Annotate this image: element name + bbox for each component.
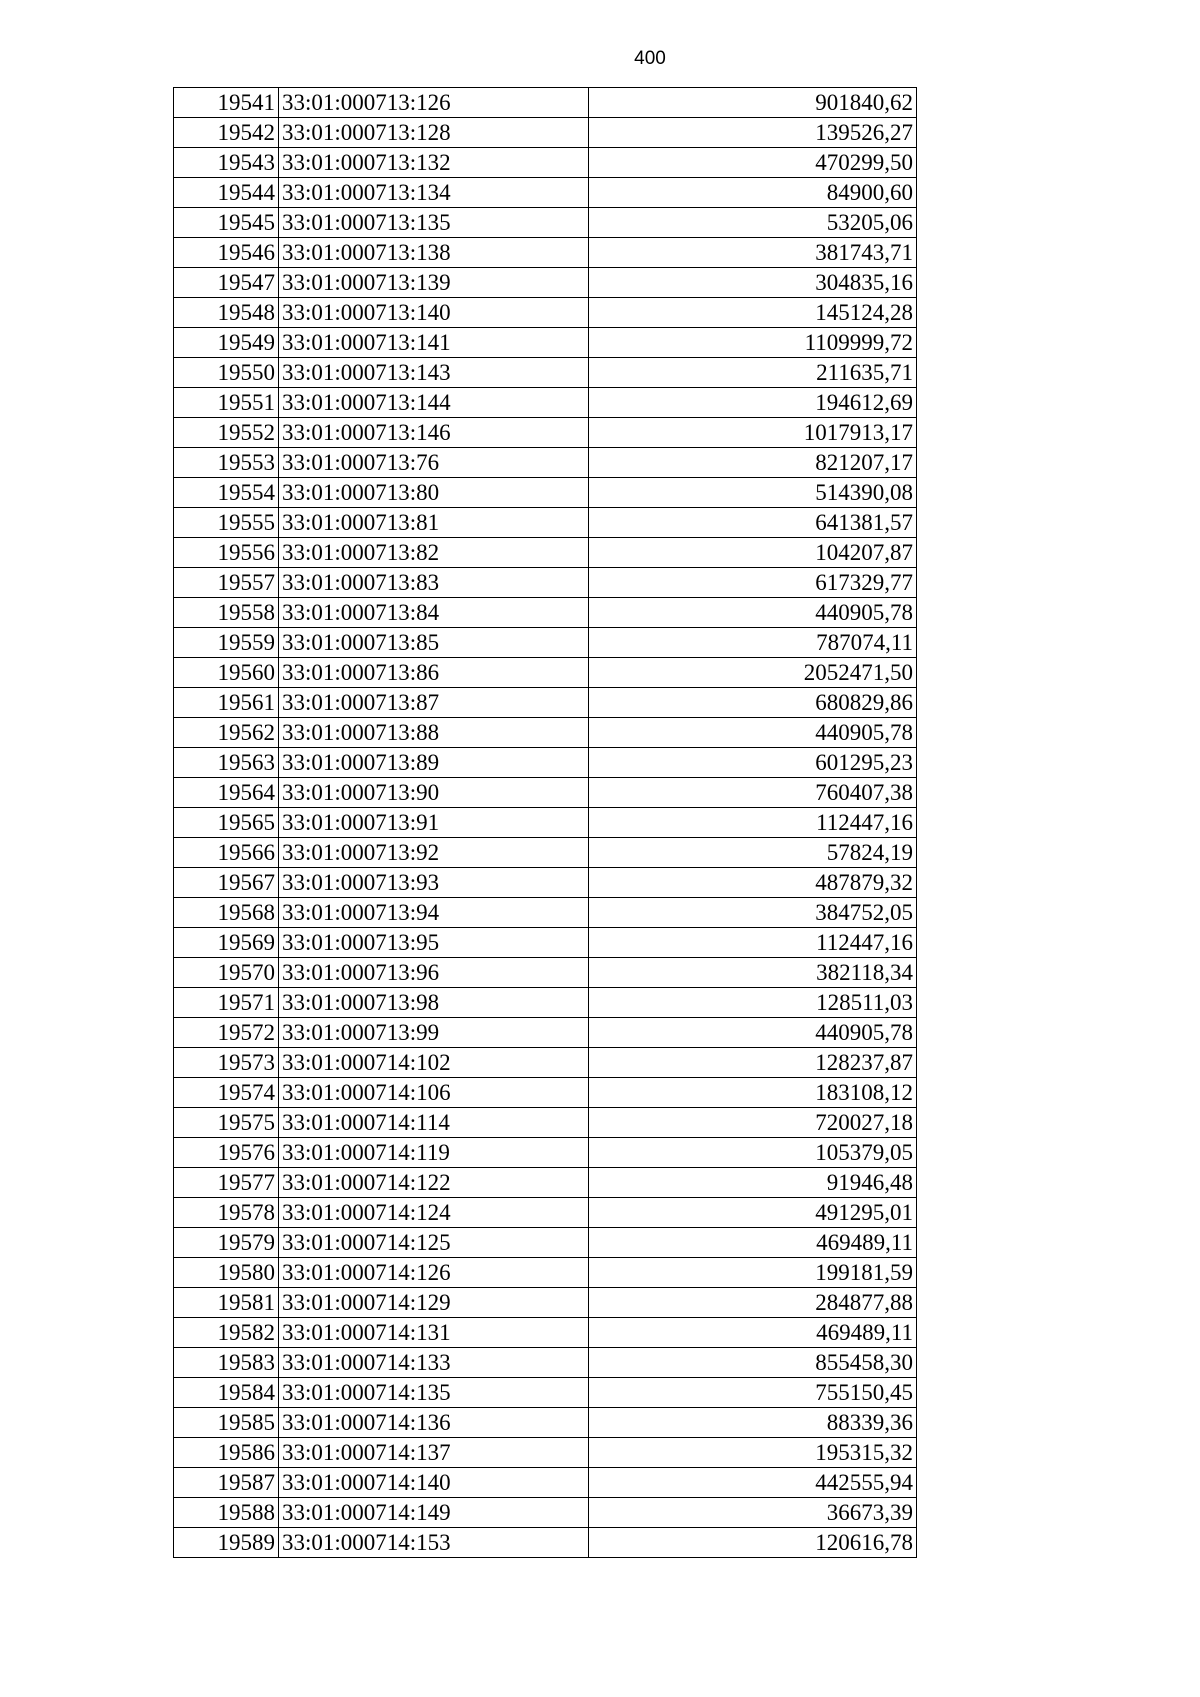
page-number: 400 bbox=[634, 48, 666, 69]
cadastral-value-cell: 491295,01 bbox=[589, 1198, 917, 1228]
table-row bbox=[174, 1228, 917, 1258]
table-row bbox=[174, 1048, 917, 1078]
cadastral-value-cell: 284877,88 bbox=[589, 1288, 917, 1318]
table-row bbox=[174, 1378, 917, 1408]
table-row bbox=[174, 418, 917, 448]
cadastral-value-cell: 382118,34 bbox=[589, 958, 917, 988]
cadastral-value-cell: 84900,60 bbox=[589, 178, 917, 208]
table-row bbox=[174, 1258, 917, 1288]
cadastral-number-cell: 33:01:000713:93 bbox=[279, 868, 589, 898]
table-row bbox=[174, 628, 917, 658]
table-row bbox=[174, 268, 917, 298]
row-number-cell: 19588 bbox=[174, 1498, 279, 1528]
row-number-cell: 19560 bbox=[174, 658, 279, 688]
cadastral-number-cell: 33:01:000713:96 bbox=[279, 958, 589, 988]
table-row bbox=[174, 88, 917, 118]
row-number-cell: 19570 bbox=[174, 958, 279, 988]
row-number-cell: 19583 bbox=[174, 1348, 279, 1378]
table-row bbox=[174, 868, 917, 898]
cadastral-number-cell: 33:01:000713:138 bbox=[279, 238, 589, 268]
row-number-cell: 19572 bbox=[174, 1018, 279, 1048]
row-number-cell: 19558 bbox=[174, 598, 279, 628]
table-row bbox=[174, 208, 917, 238]
cadastral-number-cell: 33:01:000714:106 bbox=[279, 1078, 589, 1108]
table-row bbox=[174, 1348, 917, 1378]
table-row bbox=[174, 1438, 917, 1468]
cadastral-number-cell: 33:01:000714:114 bbox=[279, 1108, 589, 1138]
table-row bbox=[174, 298, 917, 328]
cadastral-value-cell: 440905,78 bbox=[589, 1018, 917, 1048]
cadastral-number-cell: 33:01:000714:153 bbox=[279, 1528, 589, 1558]
cadastral-number-cell: 33:01:000713:88 bbox=[279, 718, 589, 748]
table-row bbox=[174, 1318, 917, 1348]
cadastral-number-cell: 33:01:000713:91 bbox=[279, 808, 589, 838]
cadastral-number-cell: 33:01:000713:144 bbox=[279, 388, 589, 418]
cadastral-number-cell: 33:01:000714:137 bbox=[279, 1438, 589, 1468]
row-number-cell: 19575 bbox=[174, 1108, 279, 1138]
cadastral-number-cell: 33:01:000713:90 bbox=[279, 778, 589, 808]
row-number-cell: 19556 bbox=[174, 538, 279, 568]
row-number-cell: 19562 bbox=[174, 718, 279, 748]
cadastral-number-cell: 33:01:000714:131 bbox=[279, 1318, 589, 1348]
cadastral-number-cell: 33:01:000713:87 bbox=[279, 688, 589, 718]
row-number-cell: 19557 bbox=[174, 568, 279, 598]
cadastral-value-cell: 53205,06 bbox=[589, 208, 917, 238]
cadastral-value-cell: 145124,28 bbox=[589, 298, 917, 328]
table-row bbox=[174, 568, 917, 598]
cadastral-number-cell: 33:01:000714:135 bbox=[279, 1378, 589, 1408]
cadastral-value-cell: 680829,86 bbox=[589, 688, 917, 718]
cadastral-number-cell: 33:01:000713:76 bbox=[279, 448, 589, 478]
row-number-cell: 19550 bbox=[174, 358, 279, 388]
table-row bbox=[174, 1168, 917, 1198]
row-number-cell: 19564 bbox=[174, 778, 279, 808]
row-number-cell: 19580 bbox=[174, 1258, 279, 1288]
cadastral-number-cell: 33:01:000713:146 bbox=[279, 418, 589, 448]
cadastral-value-cell: 105379,05 bbox=[589, 1138, 917, 1168]
cadastral-number-cell: 33:01:000713:128 bbox=[279, 118, 589, 148]
cadastral-number-cell: 33:01:000713:86 bbox=[279, 658, 589, 688]
row-number-cell: 19578 bbox=[174, 1198, 279, 1228]
cadastral-number-cell: 33:01:000713:84 bbox=[279, 598, 589, 628]
cadastral-value-cell: 304835,16 bbox=[589, 268, 917, 298]
cadastral-value-cell: 36673,39 bbox=[589, 1498, 917, 1528]
cadastral-value-cell: 440905,78 bbox=[589, 718, 917, 748]
table-row bbox=[174, 1018, 917, 1048]
table-row bbox=[174, 1528, 917, 1558]
row-number-cell: 19565 bbox=[174, 808, 279, 838]
row-number-cell: 19579 bbox=[174, 1228, 279, 1258]
cadastral-value-cell: 211635,71 bbox=[589, 358, 917, 388]
cadastral-value-cell: 2052471,50 bbox=[589, 658, 917, 688]
row-number-cell: 19559 bbox=[174, 628, 279, 658]
cadastral-number-cell: 33:01:000713:99 bbox=[279, 1018, 589, 1048]
cadastral-number-cell: 33:01:000713:80 bbox=[279, 478, 589, 508]
row-number-cell: 19571 bbox=[174, 988, 279, 1018]
cadastral-value-cell: 112447,16 bbox=[589, 808, 917, 838]
cadastral-value-cell: 1017913,17 bbox=[589, 418, 917, 448]
cadastral-value-cell: 641381,57 bbox=[589, 508, 917, 538]
cadastral-number-cell: 33:01:000713:139 bbox=[279, 268, 589, 298]
table-row bbox=[174, 688, 917, 718]
table-row bbox=[174, 898, 917, 928]
cadastral-value-cell: 601295,23 bbox=[589, 748, 917, 778]
cadastral-value-cell: 128237,87 bbox=[589, 1048, 917, 1078]
table-row bbox=[174, 1078, 917, 1108]
table-body bbox=[174, 88, 917, 1558]
cadastral-value-cell: 104207,87 bbox=[589, 538, 917, 568]
cadastral-number-cell: 33:01:000713:83 bbox=[279, 568, 589, 598]
cadastral-value-cell: 91946,48 bbox=[589, 1168, 917, 1198]
cadastral-value-cell: 139526,27 bbox=[589, 118, 917, 148]
cadastral-value-cell: 384752,05 bbox=[589, 898, 917, 928]
cadastral-number-cell: 33:01:000713:126 bbox=[279, 88, 589, 118]
cadastral-value-cell: 194612,69 bbox=[589, 388, 917, 418]
table-row bbox=[174, 448, 917, 478]
row-number-cell: 19563 bbox=[174, 748, 279, 778]
table-row bbox=[174, 118, 917, 148]
row-number-cell: 19584 bbox=[174, 1378, 279, 1408]
cadastral-value-cell: 440905,78 bbox=[589, 598, 917, 628]
table-row bbox=[174, 598, 917, 628]
cadastral-number-cell: 33:01:000713:134 bbox=[279, 178, 589, 208]
cadastral-number-cell: 33:01:000713:92 bbox=[279, 838, 589, 868]
cadastral-value-cell: 112447,16 bbox=[589, 928, 917, 958]
table-row bbox=[174, 178, 917, 208]
table-row bbox=[174, 928, 917, 958]
cadastral-value-cell: 183108,12 bbox=[589, 1078, 917, 1108]
table-row bbox=[174, 238, 917, 268]
cadastral-value-cell: 487879,32 bbox=[589, 868, 917, 898]
row-number-cell: 19567 bbox=[174, 868, 279, 898]
cadastral-number-cell: 33:01:000713:140 bbox=[279, 298, 589, 328]
table-row bbox=[174, 148, 917, 178]
row-number-cell: 19577 bbox=[174, 1168, 279, 1198]
cadastral-number-cell: 33:01:000714:126 bbox=[279, 1258, 589, 1288]
row-number-cell: 19548 bbox=[174, 298, 279, 328]
row-number-cell: 19569 bbox=[174, 928, 279, 958]
cadastral-number-cell: 33:01:000714:119 bbox=[279, 1138, 589, 1168]
table-row bbox=[174, 508, 917, 538]
cadastral-value-cell: 195315,32 bbox=[589, 1438, 917, 1468]
cadastral-value-cell: 787074,11 bbox=[589, 628, 917, 658]
table-row bbox=[174, 1408, 917, 1438]
table-row bbox=[174, 778, 917, 808]
cadastral-number-cell: 33:01:000713:82 bbox=[279, 538, 589, 568]
cadastral-number-cell: 33:01:000714:129 bbox=[279, 1288, 589, 1318]
cadastral-number-cell: 33:01:000713:98 bbox=[279, 988, 589, 1018]
cadastral-value-cell: 199181,59 bbox=[589, 1258, 917, 1288]
table-row bbox=[174, 958, 917, 988]
row-number-cell: 19582 bbox=[174, 1318, 279, 1348]
cadastral-value-cell: 469489,11 bbox=[589, 1318, 917, 1348]
row-number-cell: 19573 bbox=[174, 1048, 279, 1078]
table-row bbox=[174, 1198, 917, 1228]
cadastral-number-cell: 33:01:000713:85 bbox=[279, 628, 589, 658]
cadastral-value-cell: 901840,62 bbox=[589, 88, 917, 118]
row-number-cell: 19553 bbox=[174, 448, 279, 478]
cadastral-number-cell: 33:01:000714:122 bbox=[279, 1168, 589, 1198]
table-row bbox=[174, 718, 917, 748]
cadastral-number-cell: 33:01:000713:89 bbox=[279, 748, 589, 778]
cadastral-number-cell: 33:01:000713:132 bbox=[279, 148, 589, 178]
cadastral-value-table bbox=[173, 87, 917, 1558]
row-number-cell: 19543 bbox=[174, 148, 279, 178]
row-number-cell: 19581 bbox=[174, 1288, 279, 1318]
row-number-cell: 19552 bbox=[174, 418, 279, 448]
cadastral-value-cell: 1109999,72 bbox=[589, 328, 917, 358]
row-number-cell: 19568 bbox=[174, 898, 279, 928]
cadastral-value-cell: 120616,78 bbox=[589, 1528, 917, 1558]
cadastral-value-cell: 755150,45 bbox=[589, 1378, 917, 1408]
cadastral-value-cell: 381743,71 bbox=[589, 238, 917, 268]
cadastral-value-cell: 469489,11 bbox=[589, 1228, 917, 1258]
row-number-cell: 19541 bbox=[174, 88, 279, 118]
table-row bbox=[174, 538, 917, 568]
cadastral-number-cell: 33:01:000713:81 bbox=[279, 508, 589, 538]
row-number-cell: 19544 bbox=[174, 178, 279, 208]
cadastral-number-cell: 33:01:000713:135 bbox=[279, 208, 589, 238]
cadastral-value-cell: 442555,94 bbox=[589, 1468, 917, 1498]
cadastral-value-cell: 88339,36 bbox=[589, 1408, 917, 1438]
table-row bbox=[174, 328, 917, 358]
row-number-cell: 19555 bbox=[174, 508, 279, 538]
row-number-cell: 19574 bbox=[174, 1078, 279, 1108]
table-row bbox=[174, 1138, 917, 1168]
row-number-cell: 19545 bbox=[174, 208, 279, 238]
table-row bbox=[174, 748, 917, 778]
cadastral-number-cell: 33:01:000714:140 bbox=[279, 1468, 589, 1498]
cadastral-value-cell: 760407,38 bbox=[589, 778, 917, 808]
cadastral-number-cell: 33:01:000714:149 bbox=[279, 1498, 589, 1528]
table-row bbox=[174, 478, 917, 508]
table-row bbox=[174, 1498, 917, 1528]
cadastral-number-cell: 33:01:000713:141 bbox=[279, 328, 589, 358]
table-row bbox=[174, 808, 917, 838]
table-row bbox=[174, 988, 917, 1018]
row-number-cell: 19585 bbox=[174, 1408, 279, 1438]
row-number-cell: 19589 bbox=[174, 1528, 279, 1558]
cadastral-value-cell: 617329,77 bbox=[589, 568, 917, 598]
cadastral-value-cell: 720027,18 bbox=[589, 1108, 917, 1138]
cadastral-value-cell: 57824,19 bbox=[589, 838, 917, 868]
row-number-cell: 19576 bbox=[174, 1138, 279, 1168]
row-number-cell: 19542 bbox=[174, 118, 279, 148]
row-number-cell: 19586 bbox=[174, 1438, 279, 1468]
cadastral-number-cell: 33:01:000713:95 bbox=[279, 928, 589, 958]
row-number-cell: 19566 bbox=[174, 838, 279, 868]
cadastral-number-cell: 33:01:000714:125 bbox=[279, 1228, 589, 1258]
cadastral-number-cell: 33:01:000713:94 bbox=[279, 898, 589, 928]
table-row bbox=[174, 658, 917, 688]
table-row bbox=[174, 838, 917, 868]
row-number-cell: 19561 bbox=[174, 688, 279, 718]
row-number-cell: 19546 bbox=[174, 238, 279, 268]
row-number-cell: 19547 bbox=[174, 268, 279, 298]
table-row bbox=[174, 388, 917, 418]
cadastral-number-cell: 33:01:000714:102 bbox=[279, 1048, 589, 1078]
row-number-cell: 19549 bbox=[174, 328, 279, 358]
cadastral-number-cell: 33:01:000714:124 bbox=[279, 1198, 589, 1228]
cadastral-number-cell: 33:01:000713:143 bbox=[279, 358, 589, 388]
table-row bbox=[174, 358, 917, 388]
table-row bbox=[174, 1468, 917, 1498]
cadastral-value-cell: 470299,50 bbox=[589, 148, 917, 178]
cadastral-value-cell: 821207,17 bbox=[589, 448, 917, 478]
table-row bbox=[174, 1288, 917, 1318]
cadastral-value-cell: 514390,08 bbox=[589, 478, 917, 508]
row-number-cell: 19587 bbox=[174, 1468, 279, 1498]
row-number-cell: 19551 bbox=[174, 388, 279, 418]
cadastral-number-cell: 33:01:000714:133 bbox=[279, 1348, 589, 1378]
cadastral-value-cell: 128511,03 bbox=[589, 988, 917, 1018]
cadastral-value-cell: 855458,30 bbox=[589, 1348, 917, 1378]
table-row bbox=[174, 1108, 917, 1138]
cadastral-number-cell: 33:01:000714:136 bbox=[279, 1408, 589, 1438]
row-number-cell: 19554 bbox=[174, 478, 279, 508]
